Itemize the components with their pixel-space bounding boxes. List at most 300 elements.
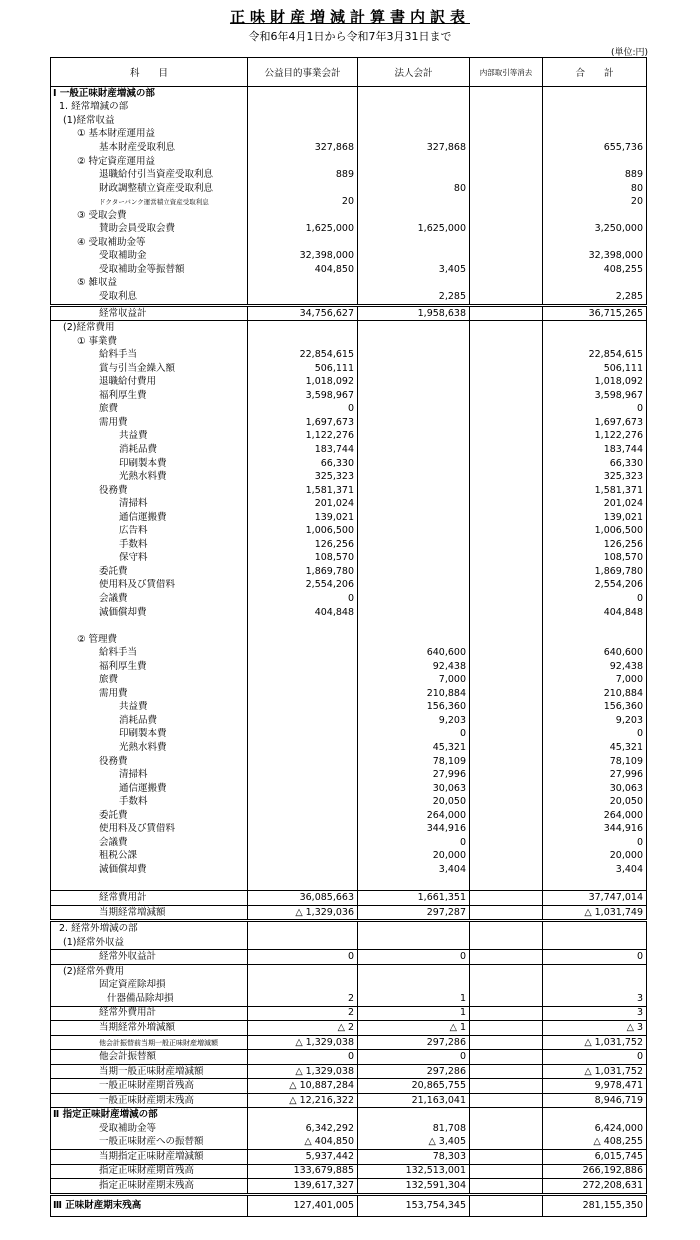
row-value: 2 xyxy=(248,992,358,1006)
row-value: 3,405 xyxy=(358,263,470,277)
row-value: 21,163,041 xyxy=(358,1093,470,1108)
row-value xyxy=(470,1108,543,1122)
row-label xyxy=(51,619,248,633)
row-value xyxy=(470,362,543,376)
row-label: 固定資産除却損 xyxy=(51,979,248,993)
row-value: 297,286 xyxy=(358,1064,470,1079)
row-value xyxy=(358,633,470,647)
row-value: 9,978,471 xyxy=(543,1079,647,1094)
row-label: 給料手当 xyxy=(51,646,248,660)
table-row xyxy=(51,714,647,728)
row-value xyxy=(248,155,358,169)
table-row xyxy=(51,1035,647,1050)
row-label: 印刷製本費 xyxy=(51,457,248,471)
row-label: 広告料 xyxy=(51,525,248,539)
row-value: △ 1 xyxy=(358,1021,470,1036)
row-value: 0 xyxy=(543,403,647,417)
table-row xyxy=(51,950,647,965)
row-value: 127,401,005 xyxy=(248,1194,358,1216)
row-value xyxy=(470,114,543,128)
table-row xyxy=(51,305,647,321)
row-value xyxy=(248,936,358,950)
row-label: (1)経常収益 xyxy=(51,114,248,128)
row-label: 共益費 xyxy=(51,430,248,444)
table-row xyxy=(51,728,647,742)
row-value xyxy=(358,606,470,620)
row-label: 一般正味財産への振替額 xyxy=(51,1136,248,1150)
row-value xyxy=(470,674,543,688)
row-value xyxy=(470,497,543,511)
row-label: 旅費 xyxy=(51,674,248,688)
table-row xyxy=(51,222,647,236)
row-value xyxy=(470,592,543,606)
row-value xyxy=(470,565,543,579)
row-value: △ 404,850 xyxy=(248,1136,358,1150)
table-row xyxy=(51,443,647,457)
row-value xyxy=(358,1108,470,1122)
row-value xyxy=(248,863,358,877)
row-value: 266,192,886 xyxy=(543,1164,647,1179)
row-label: 消耗品費 xyxy=(51,443,248,457)
row-value: 1,958,638 xyxy=(358,305,470,321)
row-value xyxy=(248,836,358,850)
table-row xyxy=(51,992,647,1006)
table-row xyxy=(51,484,647,498)
row-value: 264,000 xyxy=(543,809,647,823)
table-row xyxy=(51,1108,647,1122)
row-value xyxy=(470,1006,543,1021)
row-value: 66,330 xyxy=(248,457,358,471)
row-value: 32,398,000 xyxy=(248,250,358,264)
row-value xyxy=(248,87,358,101)
row-value xyxy=(470,321,543,335)
row-value xyxy=(248,782,358,796)
row-value: 80 xyxy=(358,182,470,196)
row-value xyxy=(248,701,358,715)
row-value: △ 408,255 xyxy=(543,1136,647,1150)
row-value: 8,946,719 xyxy=(543,1093,647,1108)
table-row xyxy=(51,1050,647,1065)
row-value: △ 2 xyxy=(248,1021,358,1036)
row-value: △ 1,031,752 xyxy=(543,1035,647,1050)
row-value: △ 1,031,749 xyxy=(543,905,647,921)
row-label: ① 基本財産運用益 xyxy=(51,128,248,142)
table-row xyxy=(51,1194,647,1216)
row-label: 受取利息 xyxy=(51,290,248,305)
row-value xyxy=(248,809,358,823)
row-value: 0 xyxy=(543,592,647,606)
row-value: 20,000 xyxy=(358,850,470,864)
row-value xyxy=(358,101,470,115)
row-value xyxy=(470,1093,543,1108)
row-value xyxy=(470,277,543,291)
table-row xyxy=(51,182,647,196)
row-value xyxy=(248,755,358,769)
row-label: 経常外費用計 xyxy=(51,1006,248,1021)
row-label: Ⅰ 一般正味財産増減の部 xyxy=(51,87,248,101)
table-row xyxy=(51,277,647,291)
row-value: 1,625,000 xyxy=(248,222,358,236)
row-value: 272,208,631 xyxy=(543,1179,647,1195)
row-label: 手数料 xyxy=(51,795,248,809)
row-value xyxy=(248,714,358,728)
row-value: △ 3,405 xyxy=(358,1136,470,1150)
report-title: 正味財産増減計算書内訳表 xyxy=(229,8,470,26)
row-value: △ 1,329,038 xyxy=(248,1035,358,1050)
table-row xyxy=(51,209,647,223)
row-value: 889 xyxy=(543,168,647,182)
row-value: 210,884 xyxy=(543,687,647,701)
row-value xyxy=(248,877,358,891)
table-row xyxy=(51,782,647,796)
row-label: 福利厚生費 xyxy=(51,389,248,403)
row-value: 506,111 xyxy=(248,362,358,376)
row-value xyxy=(470,660,543,674)
row-label: 役務費 xyxy=(51,755,248,769)
row-value xyxy=(470,168,543,182)
header-subject: 科 目 xyxy=(51,58,248,87)
row-value xyxy=(358,936,470,950)
table-row xyxy=(51,1021,647,1036)
row-value: 27,996 xyxy=(543,768,647,782)
row-value: 201,024 xyxy=(248,497,358,511)
row-value xyxy=(248,633,358,647)
row-value xyxy=(358,321,470,335)
table-row xyxy=(51,416,647,430)
row-value: 37,747,014 xyxy=(543,891,647,906)
table-row xyxy=(51,141,647,155)
row-value xyxy=(543,1108,647,1122)
row-value xyxy=(248,741,358,755)
row-label: 清掃料 xyxy=(51,497,248,511)
row-value xyxy=(470,936,543,950)
row-value xyxy=(358,619,470,633)
row-value xyxy=(543,965,647,979)
row-value xyxy=(470,646,543,660)
header-elimination: 内部取引等消去 xyxy=(470,58,543,87)
row-value xyxy=(358,430,470,444)
table-row xyxy=(51,1136,647,1150)
row-value: 139,021 xyxy=(543,511,647,525)
table-body xyxy=(51,87,647,1217)
row-value xyxy=(470,1122,543,1136)
row-value xyxy=(470,290,543,305)
row-value: 20 xyxy=(543,195,647,209)
row-value: △ 3 xyxy=(543,1021,647,1036)
row-value: 1,697,673 xyxy=(248,416,358,430)
row-value: △ 1,031,752 xyxy=(543,1064,647,1079)
row-label: 役務費 xyxy=(51,484,248,498)
row-label: ② 管理費 xyxy=(51,633,248,647)
row-label: 他会計振替前当期一般正味財産増減額 xyxy=(51,1035,248,1050)
row-value: 34,756,627 xyxy=(248,305,358,321)
row-value xyxy=(248,321,358,335)
row-label: 2. 経常外増減の部 xyxy=(51,921,248,936)
row-value xyxy=(470,1150,543,1165)
table-row xyxy=(51,236,647,250)
row-value: 66,330 xyxy=(543,457,647,471)
row-value: 1,006,500 xyxy=(248,525,358,539)
row-label: ドクターバンク運営積立資産受取利息 xyxy=(51,195,248,209)
row-label: 委託費 xyxy=(51,809,248,823)
row-value xyxy=(248,768,358,782)
row-label: 賛助会員受取会費 xyxy=(51,222,248,236)
row-value xyxy=(470,182,543,196)
row-label xyxy=(51,877,248,891)
row-value xyxy=(470,921,543,936)
row-value xyxy=(248,182,358,196)
row-value xyxy=(470,375,543,389)
row-value: 2 xyxy=(248,1006,358,1021)
row-value: 0 xyxy=(358,836,470,850)
row-value xyxy=(470,863,543,877)
row-label: 通信運搬費 xyxy=(51,782,248,796)
row-value xyxy=(358,457,470,471)
row-value: 1,018,092 xyxy=(248,375,358,389)
row-value: 36,715,265 xyxy=(543,305,647,321)
table-row xyxy=(51,809,647,823)
row-value xyxy=(248,128,358,142)
row-value: 30,063 xyxy=(358,782,470,796)
row-value: 0 xyxy=(543,728,647,742)
row-value xyxy=(248,660,358,674)
row-value: 139,617,327 xyxy=(248,1179,358,1195)
row-value xyxy=(358,250,470,264)
row-value xyxy=(543,277,647,291)
row-value xyxy=(248,795,358,809)
table-row xyxy=(51,768,647,782)
row-value: 20,000 xyxy=(543,850,647,864)
row-value xyxy=(358,389,470,403)
row-value: 2,285 xyxy=(543,290,647,305)
row-value: 0 xyxy=(543,1050,647,1065)
row-value xyxy=(358,236,470,250)
row-value xyxy=(248,1108,358,1122)
row-value xyxy=(470,538,543,552)
table-row xyxy=(51,101,647,115)
row-value xyxy=(470,195,543,209)
table-row xyxy=(51,128,647,142)
row-value xyxy=(470,470,543,484)
row-label: 財政調整積立資産受取利息 xyxy=(51,182,248,196)
row-value: 5,937,442 xyxy=(248,1150,358,1165)
row-value: 3,404 xyxy=(358,863,470,877)
row-value: 22,854,615 xyxy=(543,348,647,362)
row-value xyxy=(470,809,543,823)
table-row xyxy=(51,795,647,809)
row-value xyxy=(248,619,358,633)
row-label: 使用料及び賃借料 xyxy=(51,823,248,837)
row-value xyxy=(543,321,647,335)
row-value xyxy=(358,470,470,484)
table-row xyxy=(51,362,647,376)
row-value xyxy=(358,416,470,430)
row-value: 45,321 xyxy=(543,741,647,755)
table-row xyxy=(51,1150,647,1165)
table-row xyxy=(51,965,647,979)
header-public-purpose: 公益目的事業会計 xyxy=(248,58,358,87)
table-row xyxy=(51,565,647,579)
row-value: 1,122,276 xyxy=(248,430,358,444)
table-row xyxy=(51,263,647,277)
row-value: 1,697,673 xyxy=(543,416,647,430)
row-value xyxy=(248,290,358,305)
table-row xyxy=(51,979,647,993)
row-value: 3,598,967 xyxy=(248,389,358,403)
row-value xyxy=(358,511,470,525)
row-value: 153,754,345 xyxy=(358,1194,470,1216)
row-label: (2)経常外費用 xyxy=(51,965,248,979)
row-label: ① 事業費 xyxy=(51,335,248,349)
row-label: 減価償却費 xyxy=(51,863,248,877)
table-row xyxy=(51,155,647,169)
row-label: (2)経常費用 xyxy=(51,321,248,335)
row-label: 当期一般正味財産増減額 xyxy=(51,1064,248,1079)
header-corporate: 法人会計 xyxy=(358,58,470,87)
row-value xyxy=(358,565,470,579)
row-value xyxy=(358,552,470,566)
row-value: 1 xyxy=(358,1006,470,1021)
row-value xyxy=(470,141,543,155)
row-value xyxy=(543,209,647,223)
row-value xyxy=(470,950,543,965)
row-value xyxy=(470,250,543,264)
row-value: 325,323 xyxy=(248,470,358,484)
row-value: 408,255 xyxy=(543,263,647,277)
row-value: 20,050 xyxy=(358,795,470,809)
unit-label: (単位:円) xyxy=(610,48,648,58)
row-value xyxy=(470,741,543,755)
row-value: 78,109 xyxy=(543,755,647,769)
row-label: 需用費 xyxy=(51,416,248,430)
row-label: 印刷製本費 xyxy=(51,728,248,742)
row-label: ② 特定資産運用益 xyxy=(51,155,248,169)
row-value xyxy=(470,511,543,525)
row-value: △ 1,329,038 xyxy=(248,1064,358,1079)
table-row xyxy=(51,921,647,936)
row-value: 2,285 xyxy=(358,290,470,305)
row-label: 指定正味財産期末残高 xyxy=(51,1179,248,1195)
row-label: 経常費用計 xyxy=(51,891,248,906)
row-value: 264,000 xyxy=(358,809,470,823)
row-label: 光熱水料費 xyxy=(51,470,248,484)
table-row xyxy=(51,1064,647,1079)
table-row xyxy=(51,646,647,660)
row-value: 344,916 xyxy=(543,823,647,837)
row-value: 81,708 xyxy=(358,1122,470,1136)
row-label: Ⅱ 指定正味財産増減の部 xyxy=(51,1108,248,1122)
row-value: 2,554,206 xyxy=(248,579,358,593)
row-label: 会議費 xyxy=(51,836,248,850)
table-row xyxy=(51,660,647,674)
row-value xyxy=(470,457,543,471)
row-value xyxy=(470,1079,543,1094)
row-value xyxy=(470,1164,543,1179)
row-value: 1,581,371 xyxy=(543,484,647,498)
row-value: 3 xyxy=(543,1006,647,1021)
table-row xyxy=(51,290,647,305)
row-label: 福利厚生費 xyxy=(51,660,248,674)
row-value xyxy=(470,1050,543,1065)
table-row xyxy=(51,1122,647,1136)
row-label: 委託費 xyxy=(51,565,248,579)
table-row xyxy=(51,891,647,906)
row-value xyxy=(248,921,358,936)
row-value xyxy=(470,1136,543,1150)
row-label: 退職給付引当資産受取利息 xyxy=(51,168,248,182)
row-value xyxy=(543,936,647,950)
row-value xyxy=(470,1064,543,1079)
row-value: 22,854,615 xyxy=(248,348,358,362)
row-value: 1,661,351 xyxy=(358,891,470,906)
table-row xyxy=(51,741,647,755)
row-value xyxy=(470,619,543,633)
row-value: 506,111 xyxy=(543,362,647,376)
table-row xyxy=(51,430,647,444)
row-value xyxy=(470,87,543,101)
row-value: 404,848 xyxy=(543,606,647,620)
row-value: 30,063 xyxy=(543,782,647,796)
row-value xyxy=(543,155,647,169)
row-label: 手数料 xyxy=(51,538,248,552)
table-row xyxy=(51,687,647,701)
row-value xyxy=(248,277,358,291)
row-label: 減価償却費 xyxy=(51,606,248,620)
row-value: 404,848 xyxy=(248,606,358,620)
row-value xyxy=(248,236,358,250)
row-label: 光熱水料費 xyxy=(51,741,248,755)
row-value: 20 xyxy=(248,195,358,209)
report-period: 令和6年4月1日から令和7年3月31日まで xyxy=(248,30,452,43)
row-value xyxy=(358,538,470,552)
table-row xyxy=(51,470,647,484)
row-value xyxy=(470,979,543,993)
row-value xyxy=(358,403,470,417)
row-value: 7,000 xyxy=(543,674,647,688)
table-row xyxy=(51,850,647,864)
row-value xyxy=(248,209,358,223)
table-row xyxy=(51,525,647,539)
row-value: 3,404 xyxy=(543,863,647,877)
row-value: 297,286 xyxy=(358,1035,470,1050)
table-row xyxy=(51,1093,647,1108)
row-label: 給料手当 xyxy=(51,348,248,362)
row-value: 6,424,000 xyxy=(543,1122,647,1136)
row-value xyxy=(358,525,470,539)
row-label: 受取補助金等振替額 xyxy=(51,263,248,277)
row-value: 1,581,371 xyxy=(248,484,358,498)
row-value: 133,679,885 xyxy=(248,1164,358,1179)
row-label: 退職給付費用 xyxy=(51,375,248,389)
row-value: 92,438 xyxy=(543,660,647,674)
row-value xyxy=(470,579,543,593)
row-label: 受取補助金等 xyxy=(51,1122,248,1136)
row-value xyxy=(358,592,470,606)
row-label: 保守料 xyxy=(51,552,248,566)
table-row xyxy=(51,497,647,511)
row-value: 126,256 xyxy=(248,538,358,552)
row-value: 0 xyxy=(358,728,470,742)
row-value: 20,865,755 xyxy=(358,1079,470,1094)
row-value xyxy=(470,687,543,701)
row-value xyxy=(358,277,470,291)
row-value xyxy=(248,728,358,742)
row-label: 使用料及び賃借料 xyxy=(51,579,248,593)
row-value xyxy=(358,168,470,182)
row-value: 1,625,000 xyxy=(358,222,470,236)
row-value xyxy=(470,1035,543,1050)
row-value xyxy=(470,443,543,457)
